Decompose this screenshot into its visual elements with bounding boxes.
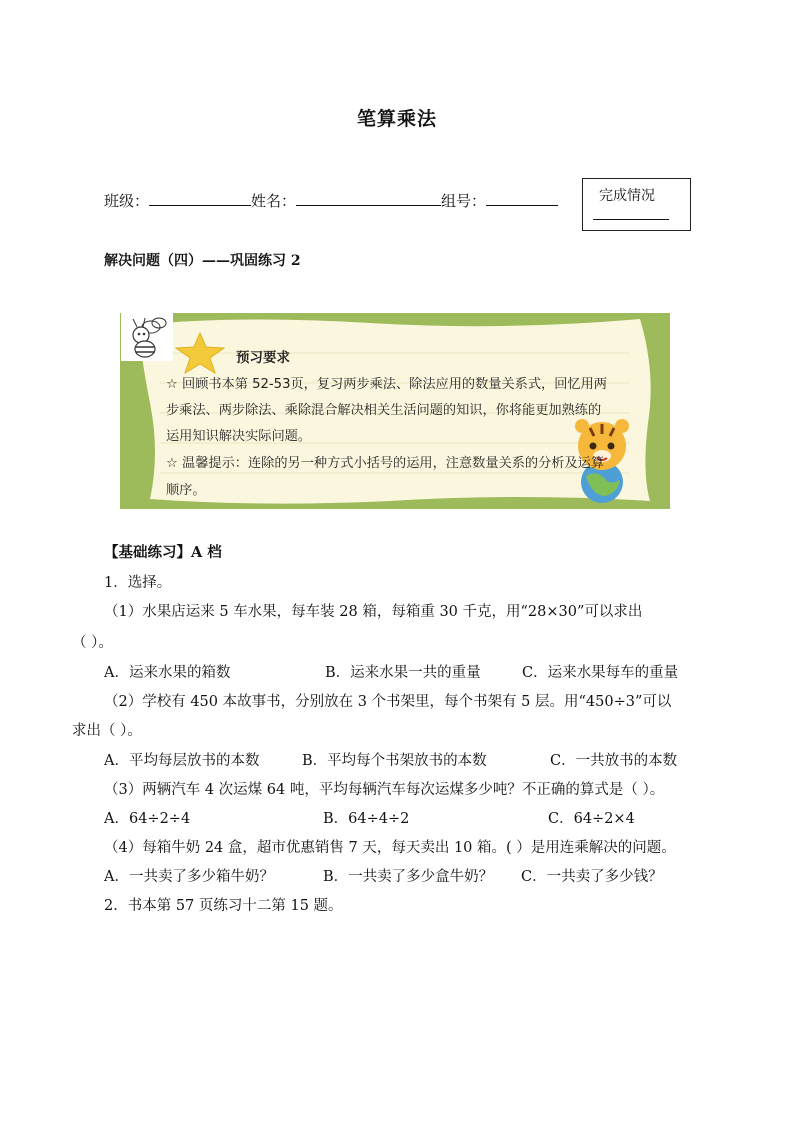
question-1-1-cont: （ ）。 (72, 635, 113, 651)
option-c[interactable]: C．一共卖了多少钱？ (521, 869, 663, 885)
question-1-3: （3）两辆汽车 4 次运煤 64 吨，平均每辆汽车每次运煤多少吨？不正确的算式是（ ）。 (104, 782, 665, 798)
preview-heading: 预习要求 (236, 350, 290, 366)
status-field[interactable] (593, 219, 669, 220)
option-a[interactable]: A．运来水果的箱数 (104, 665, 231, 681)
option-a[interactable]: A．一共卖了多少箱牛奶？ (104, 869, 274, 885)
option-b[interactable]: B．平均每个书架放书的本数 (302, 753, 487, 769)
preview-line: 步乘法、两步除法、乘除混合解决相关生活问题的知识，你将能更加熟练的 (166, 403, 602, 418)
question-1-2: （2）学校有 450 本故事书，分别放在 3 个书架里，每个书架有 5 层。用“450÷3”可以 (104, 694, 672, 710)
question-1-4: （4）每箱牛奶 24 盒，超市优惠销售 7 天，每天卖出 10 箱。( ）是用连乘解决的问题。 (104, 840, 676, 856)
bee-icon (121, 313, 173, 361)
section-title: 解决问题（四）——巩固练习 2 (104, 253, 301, 269)
star-icon (172, 331, 228, 375)
preview-line: 顺序。 (166, 483, 206, 498)
question-1-1: （1）水果店运来 5 车水果，每车装 28 箱，每箱重 30 千克，用“28×30”可以求出 (104, 604, 643, 620)
class-label: 班级： (104, 192, 150, 210)
group-field[interactable] (486, 191, 558, 206)
practice-header: 【基础练习】A 档 (104, 544, 222, 561)
group-label: 组号： (441, 192, 487, 210)
name-label: 姓名： (251, 192, 297, 210)
question-1-title: 1．选择。 (104, 575, 172, 591)
option-c[interactable]: C．运来水果每车的重量 (522, 665, 679, 681)
option-b[interactable]: B．64÷4÷2 (323, 811, 410, 827)
option-c[interactable]: C．一共放书的本数 (550, 753, 678, 769)
preview-line: 运用知识解决实际问题。 (166, 429, 312, 444)
class-field[interactable] (149, 191, 251, 206)
option-b[interactable]: B．一共卖了多少盒牛奶？ (323, 869, 494, 885)
preview-line: ☆ 温馨提示：连除的另一种方式小括号的运用，注意数量关系的分析及运算 (166, 456, 605, 471)
option-b[interactable]: B．运来水果一共的重量 (325, 665, 481, 681)
student-info-row (104, 190, 558, 211)
page-title: 笔算乘法 (356, 108, 437, 130)
completion-status-box (582, 178, 691, 231)
preview-line: ☆ 回顾书本第 52-53页，复习两步乘法、除法应用的数量关系式，回忆用两 (166, 377, 607, 392)
name-field[interactable] (296, 191, 441, 206)
option-a[interactable]: A．64÷2÷4 (104, 811, 191, 827)
question-2: 2．书本第 57 页练习十二第 15 题。 (104, 898, 343, 914)
option-a[interactable]: A．平均每层放书的本数 (104, 753, 260, 769)
option-c[interactable]: C．64÷2×4 (548, 811, 635, 827)
status-label: 完成情况 (599, 188, 655, 204)
question-1-2-cont: 求出（ ）。 (72, 723, 142, 739)
